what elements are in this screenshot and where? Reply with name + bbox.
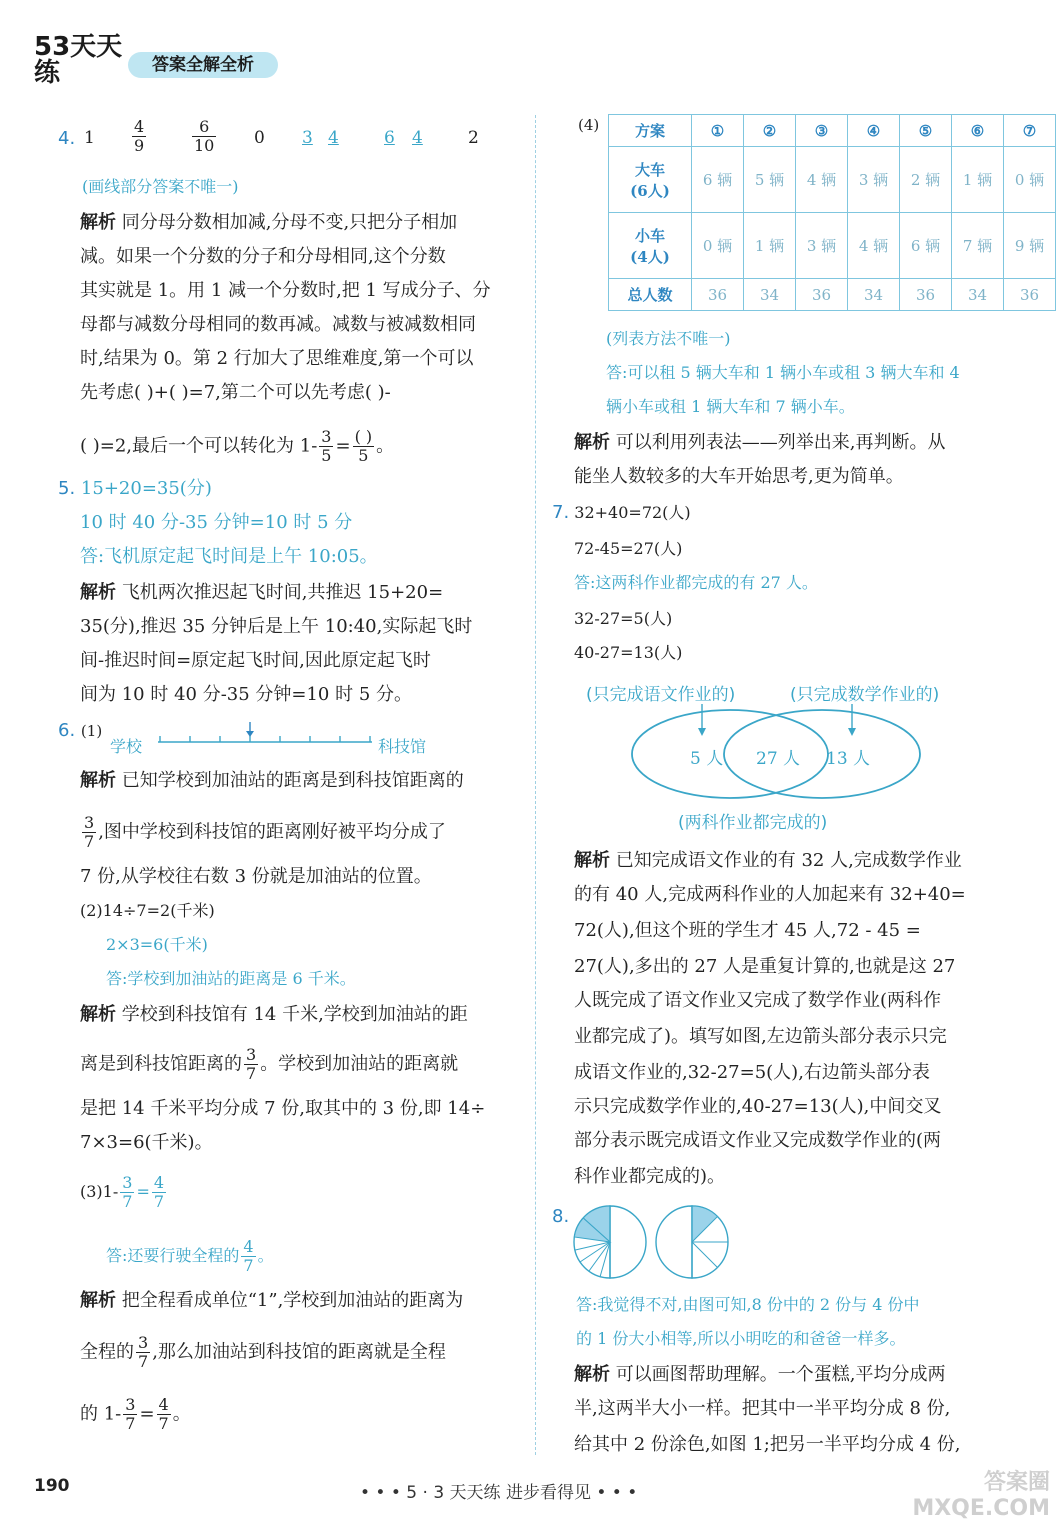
plan-table-total-row: [609, 279, 1056, 311]
plan-header-3: ③: [796, 115, 848, 147]
venn-top-right-label: (只完成数学作业的): [790, 685, 940, 705]
q6-part2-line-1: (2)14÷7=2(千米): [80, 901, 215, 920]
plan-header-5: ⑤: [900, 115, 952, 147]
q4-note: (画线部分答案不唯一): [82, 177, 239, 196]
plan-total-4: 34: [848, 279, 900, 311]
plan-small-1: 0 辆: [692, 213, 744, 279]
plan-table-header-row: [609, 115, 1056, 147]
q4-analysis-2: 减。如果一个分数的分子和分母相同,这个分数: [80, 246, 446, 267]
plan-header-1: ①: [692, 115, 744, 147]
q4-answer-row: [58, 128, 75, 150]
q4-analysis-4: 母都与减数分母相同的数再减。减数与被减数相同: [80, 314, 476, 335]
q8-number: 8.: [552, 1206, 570, 1227]
q7-analysis-8: 示只完成数学作业的,40-27=13(人),中间交叉: [574, 1096, 942, 1117]
venn-top-left-label: (只完成语文作业的): [586, 685, 736, 705]
q6-part4-note: (列表方法不唯一): [606, 329, 731, 348]
q6-museum-label: 科技馆: [378, 737, 427, 756]
plan-header-7: ⑦: [1004, 115, 1056, 147]
plan-header-label: 方案: [609, 115, 692, 147]
plan-total-6: 34: [952, 279, 1004, 311]
plan-total-5: 36: [900, 279, 952, 311]
q6-part4-analysis-2: 能坐人数较多的大车开始思考,更为简单。: [574, 466, 904, 487]
q6-number-line: [156, 720, 376, 750]
column-divider: [535, 115, 536, 1455]
q4-analysis-3: 其实就是 1。用 1 减一个分数时,把 1 写成分子、分: [80, 280, 491, 301]
plan-big-2: 5 辆: [744, 147, 796, 213]
q5-line-2: 10 时 40 分-35 分钟=10 时 5 分: [80, 512, 353, 533]
plan-total-1: 36: [692, 279, 744, 311]
venn-middle-value: 27 人: [756, 749, 801, 769]
q6-school-label: 学校: [110, 737, 143, 756]
watermark: 答案圈 MXQE.COM: [912, 1470, 1050, 1521]
q4-item-2: 2: [468, 128, 479, 148]
q6-part4-analysis-1: 解析 可以利用列表法——列举出来,再判断。从: [574, 432, 946, 453]
logo: 53天天练: [34, 32, 123, 88]
q6-part4-label: (4): [578, 116, 600, 134]
q6-part3-answer: 答:还要行驶全程的 $\frac{4}{7}$ 。: [106, 1237, 274, 1275]
q4-blank-1a: 3: [302, 128, 313, 148]
q6-analysis-6: 是把 14 千米平均分成 7 份,取其中的 3 份,即 14÷: [80, 1098, 486, 1119]
q4-frac-2: $\frac{6}{10}$: [194, 117, 215, 155]
footer-slogan: • • • 5 · 3 天天练 进步看得见 • • •: [360, 1483, 638, 1503]
q7-analysis-1: 解析 已知完成语文作业的有 32 人,完成数学作业: [574, 850, 962, 871]
venn-left-value: 5 人: [690, 749, 724, 769]
q6-analysis-9: 全程的 $\frac{3}{7}$ ,那么加油站到科技馆的距离就是全程: [80, 1333, 446, 1371]
q6-part3-line: (3)1- $\frac{3}{7}$ = $\frac{4}{7}$: [80, 1173, 165, 1211]
plan-big-4: 3 辆: [848, 147, 900, 213]
q5-analysis-4: 间为 10 时 40 分-35 分钟=10 时 5 分。: [80, 684, 413, 705]
q4-item-0: 0: [254, 128, 265, 148]
plan-big-1: 6 辆: [692, 147, 744, 213]
q4-analysis-7: ( )=2,最后一个可以转化为 1- $\frac{3}{5}$ = $\frac{( )}{5}$ 。: [80, 427, 395, 465]
plan-header-6: ⑥: [952, 115, 1004, 147]
plan-small-2: 1 辆: [744, 213, 796, 279]
plan-big-7: 0 辆: [1004, 147, 1056, 213]
plan-total-label: 总人数: [609, 279, 692, 311]
plan-total-3: 36: [796, 279, 848, 311]
q4-analysis-1: 解析 同分母分数相加减,分母不变,只把分子相加: [80, 212, 458, 233]
plan-big-label: 大车 (6人): [609, 147, 692, 213]
q4-frac-1: $\frac{4}{9}$: [134, 117, 145, 155]
q4-blank-1b: 4: [328, 128, 339, 148]
q4-analysis-5: 时,结果为 0。第 2 行加大了思维难度,第一个可以: [80, 348, 474, 369]
q8-answer-2: 的 1 份大小相等,所以小明吃的和爸爸一样多。: [576, 1329, 906, 1348]
plan-header-4: ④: [848, 115, 900, 147]
q5-analysis-3: 间-推迟时间=原定起飞时间,因此原定起飞时: [80, 650, 431, 671]
q7-analysis-7: 成语文作业的,32-27=5(人),右边箭头部分表: [574, 1062, 930, 1083]
plan-big-3: 4 辆: [796, 147, 848, 213]
q4-blank-2a: 6: [384, 128, 395, 148]
q8-answer-1: 答:我觉得不对,由图可知,8 份中的 2 份与 4 份中: [576, 1295, 920, 1314]
plan-small-3: 3 辆: [796, 213, 848, 279]
q8-analysis-2: 半,这两半大小一样。把其中一半平均分成 8 份,: [574, 1398, 951, 1419]
plan-small-4: 4 辆: [848, 213, 900, 279]
right-column: [552, 0, 1045, 1460]
q7-line-1: 7. 32+40=72(人): [552, 502, 691, 523]
q7-line-4: 40-27=13(人): [574, 643, 683, 662]
q6-analysis-5: 离是到科技馆距离的 $\frac{3}{7}$ 。学校到加油站的距离就: [80, 1045, 459, 1083]
plan-small-7: 9 辆: [1004, 213, 1056, 279]
q7-analysis-2: 的有 40 人,完成两科作业的人加起来有 32+40=: [574, 884, 966, 905]
plan-small-label: 小车 (4人): [609, 213, 692, 279]
plan-total-2: 34: [744, 279, 796, 311]
q4-analysis-6: 先考虑( )+( )=7,第二个可以先考虑( )-: [80, 382, 391, 403]
q6-part2-line-2: 2×3=6(千米): [106, 935, 208, 954]
q7-analysis-10: 科作业都完成的)。: [574, 1166, 726, 1187]
q6-part2-answer: 答:学校到加油站的距离是 6 千米。: [106, 969, 356, 988]
plan-header-2: ②: [744, 115, 796, 147]
q8-analysis-1: 解析 可以画图帮助理解。一个蛋糕,平均分成两: [574, 1364, 946, 1385]
q5-answer: 答:飞机原定起飞时间是上午 10:05。: [80, 546, 378, 567]
q7-analysis-9: 部分表示既完成语文作业又完成数学作业的(两: [574, 1130, 942, 1151]
venn-right-value: 13 人: [826, 749, 871, 769]
plan-big-6: 1 辆: [952, 147, 1004, 213]
q6-part1-label: 6. (1): [58, 720, 103, 741]
q6-analysis-4: 解析 学校到科技馆有 14 千米,学校到加油站的距: [80, 1004, 468, 1025]
q7-analysis-3: 72(人),但这个班的学生才 45 人,72 - 45 =: [574, 920, 921, 941]
q7-line-3: 32-27=5(人): [574, 609, 673, 628]
q6-part4-answer-1: 答:可以租 5 辆大车和 1 辆小车或租 3 辆大车和 4: [606, 363, 960, 382]
header-badge: 答案全解全析: [128, 52, 278, 78]
q7-answer: 答:这两科作业都完成的有 27 人。: [574, 573, 818, 592]
q4-item-1: 1: [84, 128, 95, 148]
plan-small-6: 7 辆: [952, 213, 1004, 279]
q5-analysis-1: 解析 飞机两次推迟起飞时间,共推迟 15+20=: [80, 582, 444, 603]
venn-bottom-label: (两科作业都完成的): [678, 813, 828, 833]
plan-table-big-row: [609, 147, 1056, 213]
q7-analysis-5: 人既完成了语文作业又完成了数学作业(两科作: [574, 990, 942, 1011]
q4-number: 4.: [58, 128, 76, 149]
q7-analysis-4: 27(人),多出的 27 人是重复计算的,也就是这 27: [574, 956, 956, 977]
q7-line-2: 72-45=27(人): [574, 539, 683, 558]
q6-analysis-3: 7 份,从学校往右数 3 份就是加油站的位置。: [80, 866, 432, 887]
plan-small-5: 6 辆: [900, 213, 952, 279]
q7-analysis-6: 业都完成了)。填写如图,左边箭头部分表示只完: [574, 1026, 947, 1047]
plan-total-7: 36: [1004, 279, 1056, 311]
q6-analysis-8: 解析 把全程看成单位“1”,学校到加油站的距离为: [80, 1290, 464, 1311]
q6-analysis-1: 解析 已知学校到加油站的距离是到科技馆距离的: [80, 770, 464, 791]
q6-analysis-7: 7×3=6(千米)。: [80, 1132, 213, 1153]
q4-blank-2b: 4: [412, 128, 423, 148]
page-number: 190: [34, 1476, 70, 1496]
plan-big-5: 2 辆: [900, 147, 952, 213]
q6-part4-answer-2: 辆小车或租 1 辆大车和 7 辆小车。: [606, 397, 855, 416]
q6-analysis-10: 的 1- $\frac{3}{7}$ = $\frac{4}{7}$ 。: [80, 1395, 191, 1433]
plan-table: [608, 114, 1056, 311]
q8-cake-figures: [572, 1204, 742, 1280]
q5-line-1: 5. 15+20=35(分): [58, 478, 212, 499]
q8-analysis-3: 给其中 2 份涂色,如图 1;把另一半平均分成 4 份,: [574, 1434, 961, 1455]
left-column: [58, 0, 528, 1460]
q5-analysis-2: 35(分),推迟 35 分钟后是上午 10:40,实际起飞时: [80, 616, 473, 637]
plan-table-small-row: [609, 213, 1056, 279]
q6-analysis-2: $\frac{3}{7}$ ,图中学校到科技馆的距离刚好被平均分成了: [84, 813, 446, 851]
